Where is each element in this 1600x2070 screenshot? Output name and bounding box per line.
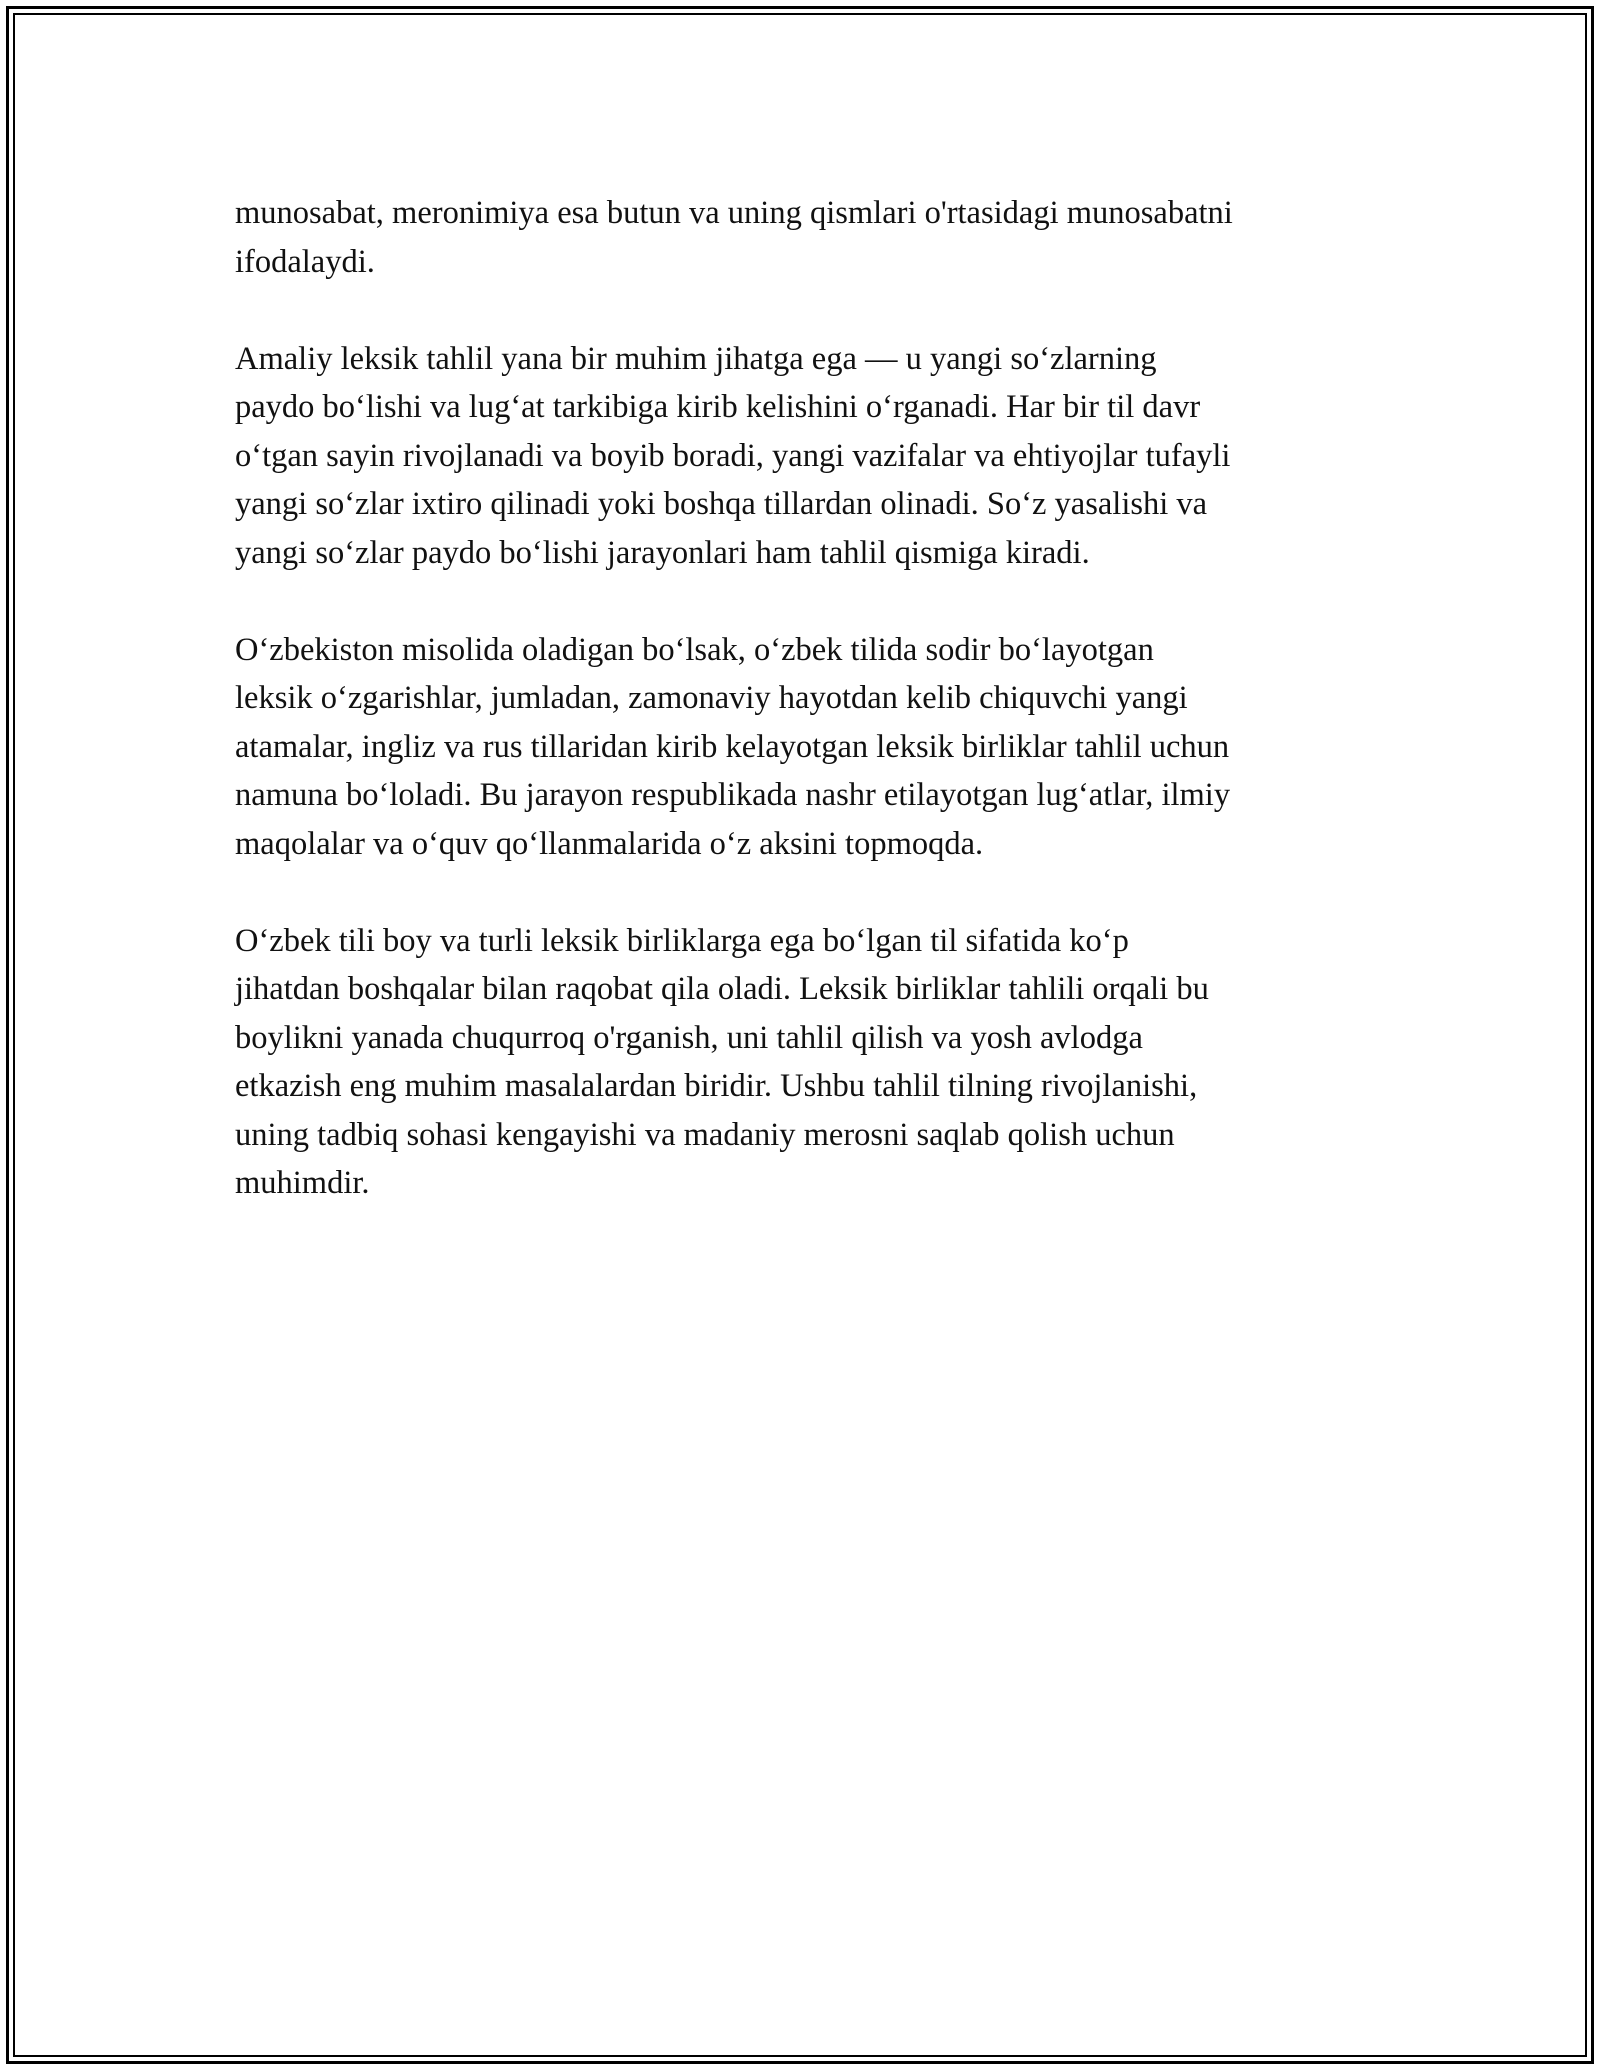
paragraph-3: O‘zbekiston misolida oladigan bo‘lsak, o‘zbek tilida sodir bo‘layotgan leksik o‘zgarishlar, jumladan, zamonaviy hayotdan kelib chiquvchi yangi atamalar, ingliz va rus tillaridan kirib kelayotgan leksik birliklar tahlil uchun namuna bo‘loladi. Bu jarayon respublikada nashr etilayotgan lug‘atlar, ilmiy maqolalar va o‘quv qo‘llanmalarida o‘z aksini topmoqda. bbox=[235, 631, 1231, 862]
paragraph-1: munosabat, meronimiya esa butun va uning qismlari o'rtasidagi munosabatni ifodalaydi. bbox=[235, 195, 1233, 280]
document-body bbox=[235, 189, 1365, 1256]
paragraph-2: Amaliy leksik tahlil yana bir muhim jihatga ega — u yangi so‘zlarning paydo bo‘lishi va lug‘at tarkibiga kirib kelishini o‘rganadi. Har bir til davr o‘tgan sayin rivojlanadi va boyib boradi, yangi vazifalar va ehtiyojlar tufayli yangi so‘zlar ixtiro qilinadi yoki boshqa tillardan olinadi. So‘z yasalishi va yangi so‘zlar paydo bo‘lishi jarayonlari ham tahlil qismiga kiradi. bbox=[235, 340, 1231, 571]
paragraph-4: O‘zbek tili boy va turli leksik birliklarga ega bo‘lgan til sifatida ko‘p jihatdan boshqalar bilan raqobat qila oladi. Leksik birliklar tahlili orqali bu boylikni yanada chuqurroq o'rganish, uni tahlil qilish va yosh avlodga etkazish eng muhim masalalardan biridir. Ushbu tahlil tilning rivojlanishi, uning tadbiq sohasi kengayishi va madaniy merosni saqlab qolish uchun muhimdir. bbox=[235, 922, 1209, 1201]
